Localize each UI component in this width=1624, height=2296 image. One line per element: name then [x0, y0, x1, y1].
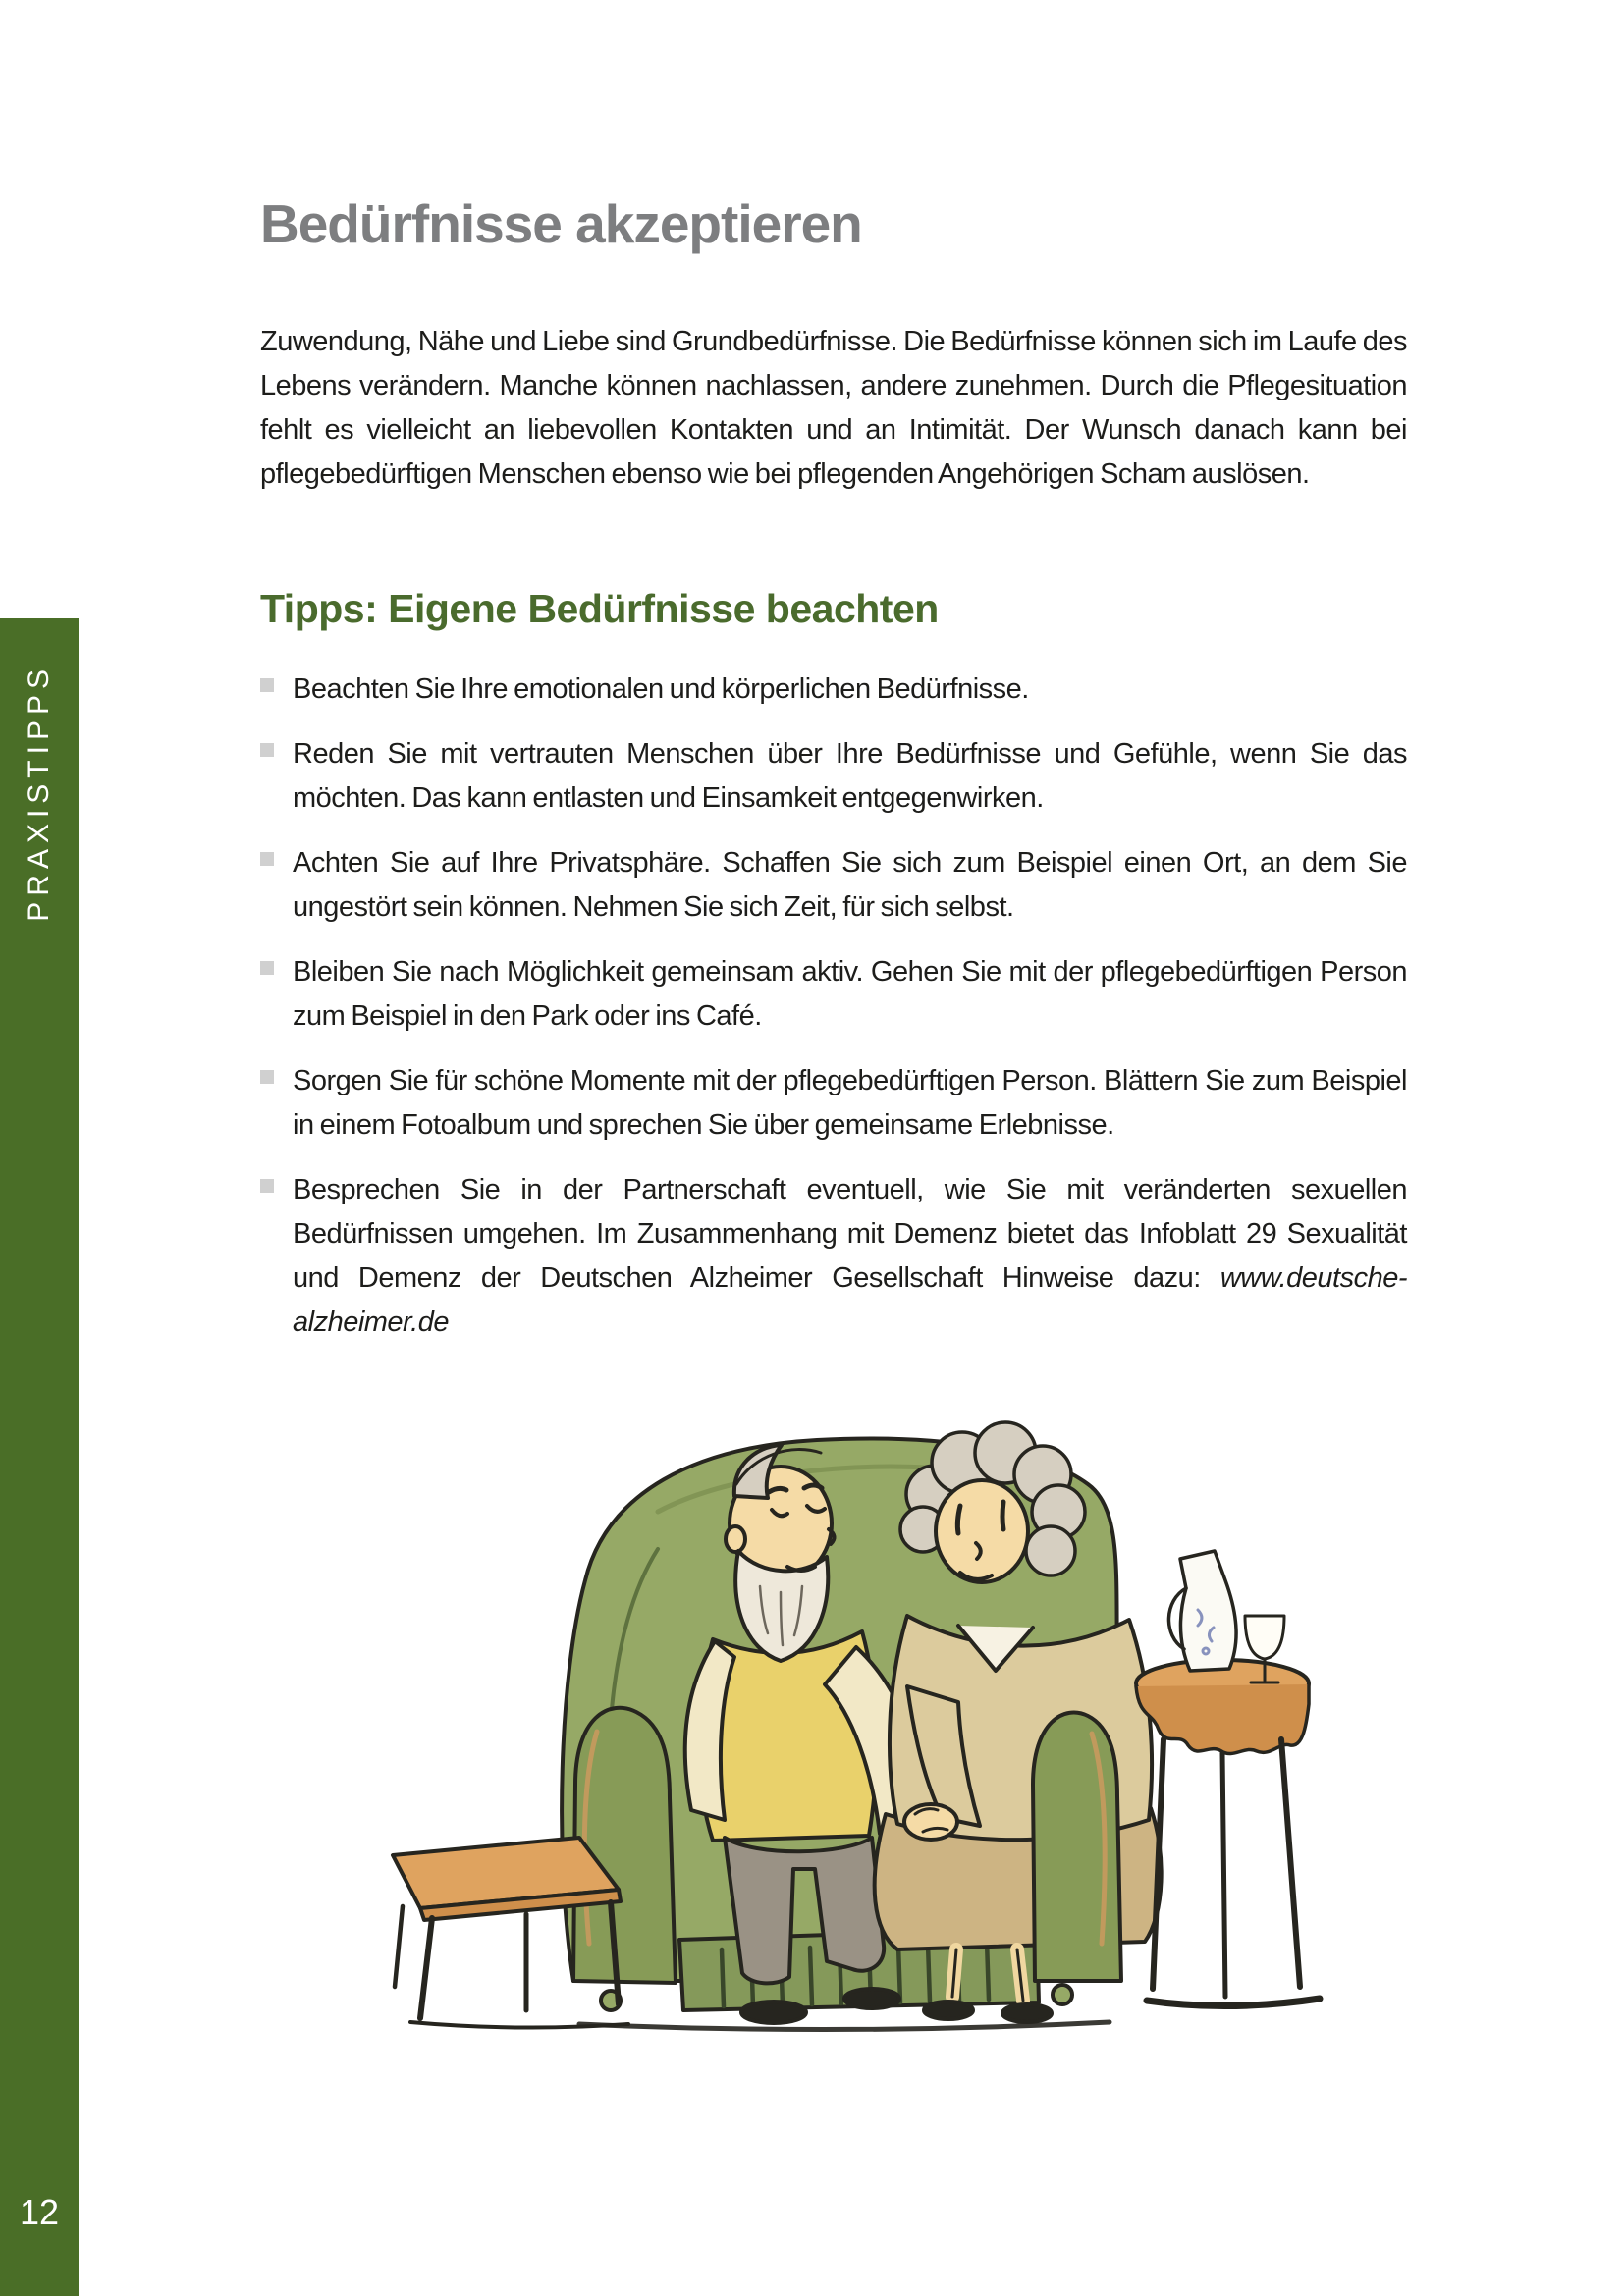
list-item: [260, 667, 1407, 712]
praxistipps-tab: [0, 618, 79, 2296]
illustration-elderly-couple-sofa: [334, 1394, 1394, 2042]
bullet-square-icon: [260, 743, 274, 757]
page-number: 12: [19, 2192, 60, 2232]
sidebar-label-wrap: [0, 664, 79, 922]
list-item: [260, 950, 1407, 1039]
tip-text: Bleiben Sie nach Möglichkeit gemeinsam aktiv. Gehen Sie mit der pflegebedürftigen Person zum Beispiel in den Park oder ins Café.: [293, 956, 1407, 1032]
bullet-square-icon: [260, 678, 274, 692]
section-heading: Tipps: Eigene Bedürfnisse beachten: [260, 586, 939, 631]
list-item: [260, 1168, 1407, 1345]
bullet-square-icon: [260, 1179, 274, 1193]
bullet-square-icon: [260, 1070, 274, 1084]
bullet-square-icon: [260, 961, 274, 975]
tip-text: Achten Sie auf Ihre Privatsphäre. Schaffen Sie sich zum Beispiel einen Ort, an dem Sie ungestört sein können. Nehmen Sie sich Zeit, für sich selbst.: [293, 847, 1407, 923]
page-title: Bedürfnisse akzeptieren: [260, 193, 862, 254]
sidebar-label: PRAXISTIPPS: [23, 664, 55, 922]
tip-text: Reden Sie mit vertrauten Menschen über Ihre Bedürfnisse und Gefühle, wenn Sie das möchten. Das kann entlasten und Einsamkeit entgegenwirken.: [293, 738, 1407, 814]
alzheimer-website-link[interactable]: www.deutsche-alzheimer.de: [293, 1262, 1408, 1338]
list-item: [260, 732, 1407, 821]
tips-list: [260, 667, 1407, 1365]
tip-text: Beachten Sie Ihre emotionalen und körperlichen Bedürfnisse.: [293, 673, 1029, 705]
list-item: [260, 1059, 1407, 1148]
list-item: [260, 841, 1407, 930]
tip-text: Besprechen Sie in der Partnerschaft eventuell, wie Sie mit veränderten sexuellen Bedürfnissen umgehen. Im Zusammenhang mit Demenz bietet das Infoblatt 29 Sexualität und Demenz der Deutschen Alzheimer Gesellschaft Hinweise dazu:: [293, 1174, 1407, 1294]
tip-text: Sorgen Sie für schöne Momente mit der pflegebedürftigen Person. Blättern Sie zum Beispiel in einem Fotoalbum und sprechen Sie über gemeinsame Erlebnisse.: [293, 1065, 1407, 1141]
intro-paragraph: Zuwendung, Nähe und Liebe sind Grundbedürfnisse. Die Bedürfnisse können sich im Laufe des Lebens verändern. Manche können nachlassen, andere zunehmen. Durch die Pflegesituation fehlt es vielleicht an liebevollen Kontakten und an Intimität. Der Wunsch danach kann bei pflegebedürftigen Menschen ebenso wie bei pflegenden Angehörigen Scham auslösen.: [260, 326, 1407, 490]
bullet-square-icon: [260, 852, 274, 866]
